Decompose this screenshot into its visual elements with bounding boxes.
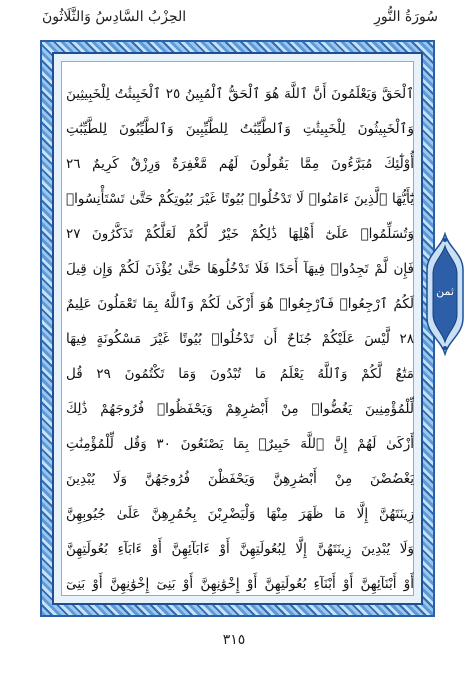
text-line: أَزْكَىٰ لَهُمْ إِنَّ ٱللَّهَ خَبِيرٌۢ بِمَا يَصْنَعُونَ ٣٠ وَقُل لِّلْمُؤْمِنَٰتِ	[66, 436, 414, 452]
text-line: زِينَتَهُنَّ إِلَّا مَا ظَهَرَ مِنْهَا وَلْيَضْرِبْنَ بِخُمُرِهِنَّ عَلَىٰ جُيُوبِهِنَّ	[66, 506, 414, 522]
text-line: وَٱلْخَبِيثُونَ لِلْخَبِيثَٰتِ وَٱلطَّيِّبَٰتُ لِلطَّيِّبِينَ وَٱلطَّيِّبُونَ لِلطَّيِّبَٰتِ	[66, 121, 414, 137]
thumun-label: ثمن	[436, 285, 454, 298]
text-line: لَكُمُ ٱرْجِعُوا۟ فَٱرْجِعُوا۟ هُوَ أَزْكَىٰ لَكُمْ وَٱللَّهُ بِمَا تَعْمَلُونَ عَلِيمٌ	[66, 296, 414, 312]
text-line: يَغْضُضْنَ مِنْ أَبْصَٰرِهِنَّ وَيَحْفَظْنَ فُرُوجَهُنَّ وَلَا يُبْدِينَ	[66, 471, 414, 487]
text-line: مَتَٰعٌ لَّكُمْ وَٱللَّهُ يَعْلَمُ مَا تُبْدُونَ وَمَا تَكْتُمُونَ ٢٩ قُل	[66, 366, 414, 382]
hizb-name: الحِزْبُ السَّادِسُ وَالثَّلَاثُونَ	[42, 9, 187, 25]
quran-text	[66, 77, 414, 606]
text-line: وَتُسَلِّمُوا۟ عَلَىٰٓ أَهْلِهَا ذَٰلِكُمْ خَيْرٌ لَّكُمْ لَعَلَّكُمْ تَذَكَّرُونَ ٢٧	[66, 226, 414, 242]
text-line: فَإِن لَّمْ تَجِدُوا۟ فِيهَآ أَحَدًا فَلَا تَدْخُلُوهَا حَتَّىٰ يُؤْذَنَ لَكُمْ وَإِن قِيلَ	[66, 261, 414, 277]
page-number: ٣١٥	[222, 632, 246, 648]
text-line: ٢٨ لَّيْسَ عَلَيْكُمْ جُنَاحٌ أَن تَدْخُلُوا۟ بُيُوتًا غَيْرَ مَسْكُونَةٍ فِيهَا	[66, 331, 414, 347]
text-line: ٱلْحَقَّ وَيَعْلَمُونَ أَنَّ ٱللَّهَ هُوَ ٱلْحَقُّ ٱلْمُبِينُ ٢٥ ٱلْخَبِيثَٰتُ لِلْخَبِيثِينَ	[66, 86, 414, 102]
surah-name: سُورَةُ النُّورِ	[374, 9, 438, 25]
text-line: وَلَا يُبْدِينَ زِينَتَهُنَّ إِلَّا لِبُعُولَتِهِنَّ أَوْ ءَابَآئِهِنَّ أَوْ ءَابَآءِ بُعُولَتِهِنَّ	[66, 541, 414, 557]
text-line: أَوْ أَبْنَآئِهِنَّ أَوْ أَبْنَآءِ بُعُولَتِهِنَّ أَوْ إِخْوَٰنِهِنَّ أَوْ بَنِىٓ إِخْوَٰنِهِنَّ أَوْ بَنِىٓ	[66, 576, 414, 592]
text-line: يَٰٓأَيُّهَا ٱلَّذِينَ ءَامَنُوا۟ لَا تَدْخُلُوا۟ بُيُوتًا غَيْرَ بُيُوتِكُمْ حَتَّىٰ تَسْتَأْنِسُوا۟	[66, 191, 414, 207]
text-line: أُوْلَٰٓئِكَ مُبَرَّءُونَ مِمَّا يَقُولُونَ لَهُم مَّغْفِرَةٌ وَرِزْقٌ كَرِيمٌ ٢٦	[66, 156, 414, 172]
text-line: لِّلْمُؤْمِنِينَ يَغُضُّوا۟ مِنْ أَبْصَٰرِهِمْ وَيَحْفَظُوا۟ فُرُوجَهُمْ ذَٰلِكَ	[66, 401, 414, 417]
